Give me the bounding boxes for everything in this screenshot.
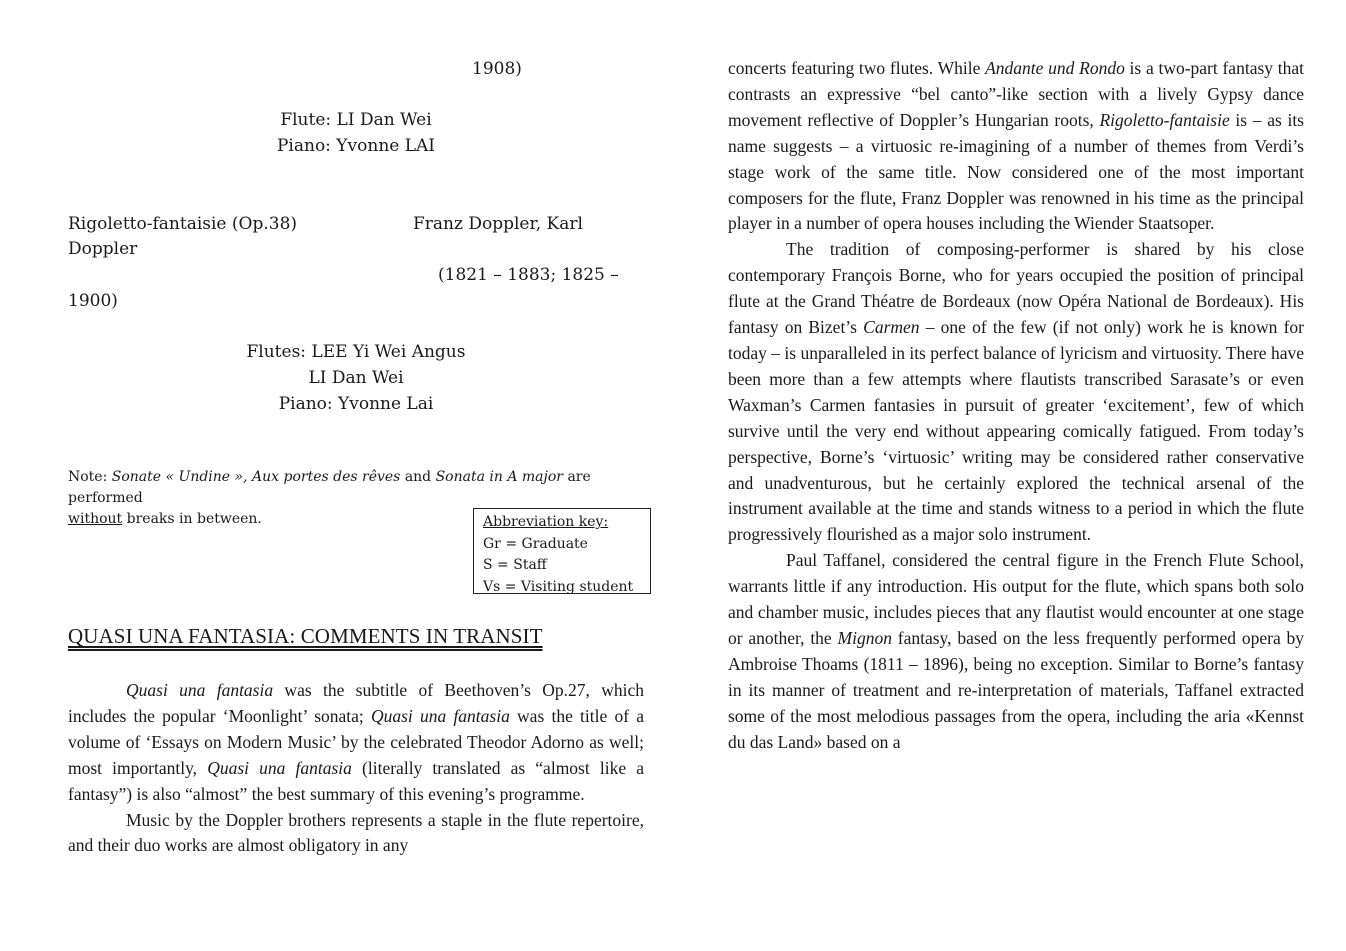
composer-name: Franz Doppler, Karl — [413, 214, 583, 234]
paragraph — [68, 678, 644, 808]
composer-dates-tail: 1908) — [472, 59, 522, 79]
essay-body-right — [728, 56, 1304, 755]
note-work: Aux portes des rêves — [252, 469, 401, 485]
note-text: and — [404, 469, 432, 485]
abbreviation-item: S = Staff — [483, 557, 547, 573]
italic-title: Mignon — [837, 627, 892, 648]
note-work: Sonate « Undine », — [111, 469, 248, 485]
composer-dates: (1821 – 1883; 1825 – — [438, 265, 619, 285]
text-run: Music by the Doppler brothers represents a staple in the flute repertoire, and their duo works are almost obligatory in any — [68, 809, 644, 856]
text-run: fantasy, based on the less frequently performed opera by Ambroise Thoams (1811 – 1896), being no exception. Similar to Borne’s fantasy in its manner of treatment and re-interpretation of materials, Taffanel extracted some of the most melodious passages from the opera, including the aria «Kennst du das Land» based on a — [728, 627, 1305, 752]
italic-title: Carmen — [863, 317, 920, 338]
essay-body-left — [68, 678, 644, 859]
italic-title: Andante und Rondo — [985, 58, 1125, 78]
composer-dates-cont: 1900) — [68, 291, 118, 311]
paragraph — [728, 56, 1304, 237]
text-run: was the subtitle of Beethoven’s Op.27, which includes the popular ‘Moonlight’ sonata; — [68, 680, 644, 726]
abbreviation-key-box — [473, 508, 651, 594]
text-run: Paul Taffanel, considered the central figure in the French Flute School, warrants little if any introduction. His output for the flute, which spans both solo and chamber music, includes pieces that any flautist would encounter at one stage or another, the — [728, 550, 1304, 648]
note-work: Sonata in A major — [435, 469, 563, 485]
composer-name-cont: Doppler — [68, 239, 138, 259]
text-run: (literally translated as “almost like a fantasy”) is also “almost” the best summary of this evening’s programme. — [68, 757, 644, 804]
text-run: was the title of a volume of ‘Essays on Modern Music’ by the celebrated Theodor Adorno as well; most importantly, — [68, 705, 644, 778]
performer-line: Piano: Yvonne Lai — [278, 394, 434, 414]
paragraph — [68, 808, 644, 860]
performer-line: LI Dan Wei — [308, 368, 404, 388]
italic-title: Quasi una fantasia — [370, 705, 510, 726]
note-text: are performed — [68, 469, 591, 506]
abbreviation-item: Gr = Graduate — [483, 535, 588, 552]
text-run: is a two-part fantasy that contrasts an expressive “bel canto”-like section with a lively Gypsy dance movement reflective of Doppler’s Hungarian roots, — [728, 58, 1304, 130]
text-run: – one of the few (if not only) work he is known for today – is unparalleled in its perfect balance of lyricism and virtuosity. There have been more than a few attempts where flautists transcribed Sarasate’s or even Waxman’s Carmen fantasies in pursuit of greater ‘excitement’, few of which survive until the very end without appearing comically fatigued. From today’s perspective, Borne’s ‘virtuosic’ writing may be considered rather conservative and unadventurous, but he certainly explored the technical arsenal of the instrument available at the time and stands witness to a period in which the flute progressively flourished as a major solo instrument. — [728, 317, 1304, 545]
performer-line: Flutes: LEE Yi Wei Angus — [246, 342, 466, 362]
performer-line: Piano: Yvonne LAI — [276, 136, 436, 156]
note-emphasis: without — [68, 511, 123, 527]
paragraph — [728, 237, 1304, 548]
abbreviation-item: Vs = Visiting student — [483, 578, 634, 595]
text-run: concerts featuring two flutes. While — [728, 58, 986, 78]
abbreviation-key-title: Abbreviation key: — [483, 514, 609, 530]
note-label: Note: — [68, 469, 108, 485]
italic-title: Quasi una fantasia — [207, 757, 352, 778]
paragraph — [728, 548, 1304, 755]
section-heading: QUASI UNA FANTASIA: COMMENTS IN TRANSIT — [68, 624, 543, 648]
italic-title: Rigoletto-fantaisie — [1099, 109, 1230, 130]
italic-title: Quasi una fantasia — [126, 680, 274, 700]
note-text: breaks in between. — [126, 511, 262, 527]
piece-title: Rigoletto-fantaisie (Op.38) — [68, 214, 298, 234]
text-run: The tradition of composing-performer is shared by his close contemporary François Borne, who for years occupied the position of principal flute at the Grand Théatre de Bordeaux (now Opéra National de Bordeaux). His fantasy on Bizet’s — [728, 239, 1304, 338]
performer-line: Flute: LI Dan Wei — [280, 110, 432, 130]
text-run: is – as its name suggests – a virtuosic re-imagining of a number of themes from Verdi’s stage work of the same title. Now considered one of the most important composers for the flute, Franz Doppler was renowned in his time as the principal player in a number of opera houses including the Wiender Staatsoper. — [728, 109, 1304, 234]
